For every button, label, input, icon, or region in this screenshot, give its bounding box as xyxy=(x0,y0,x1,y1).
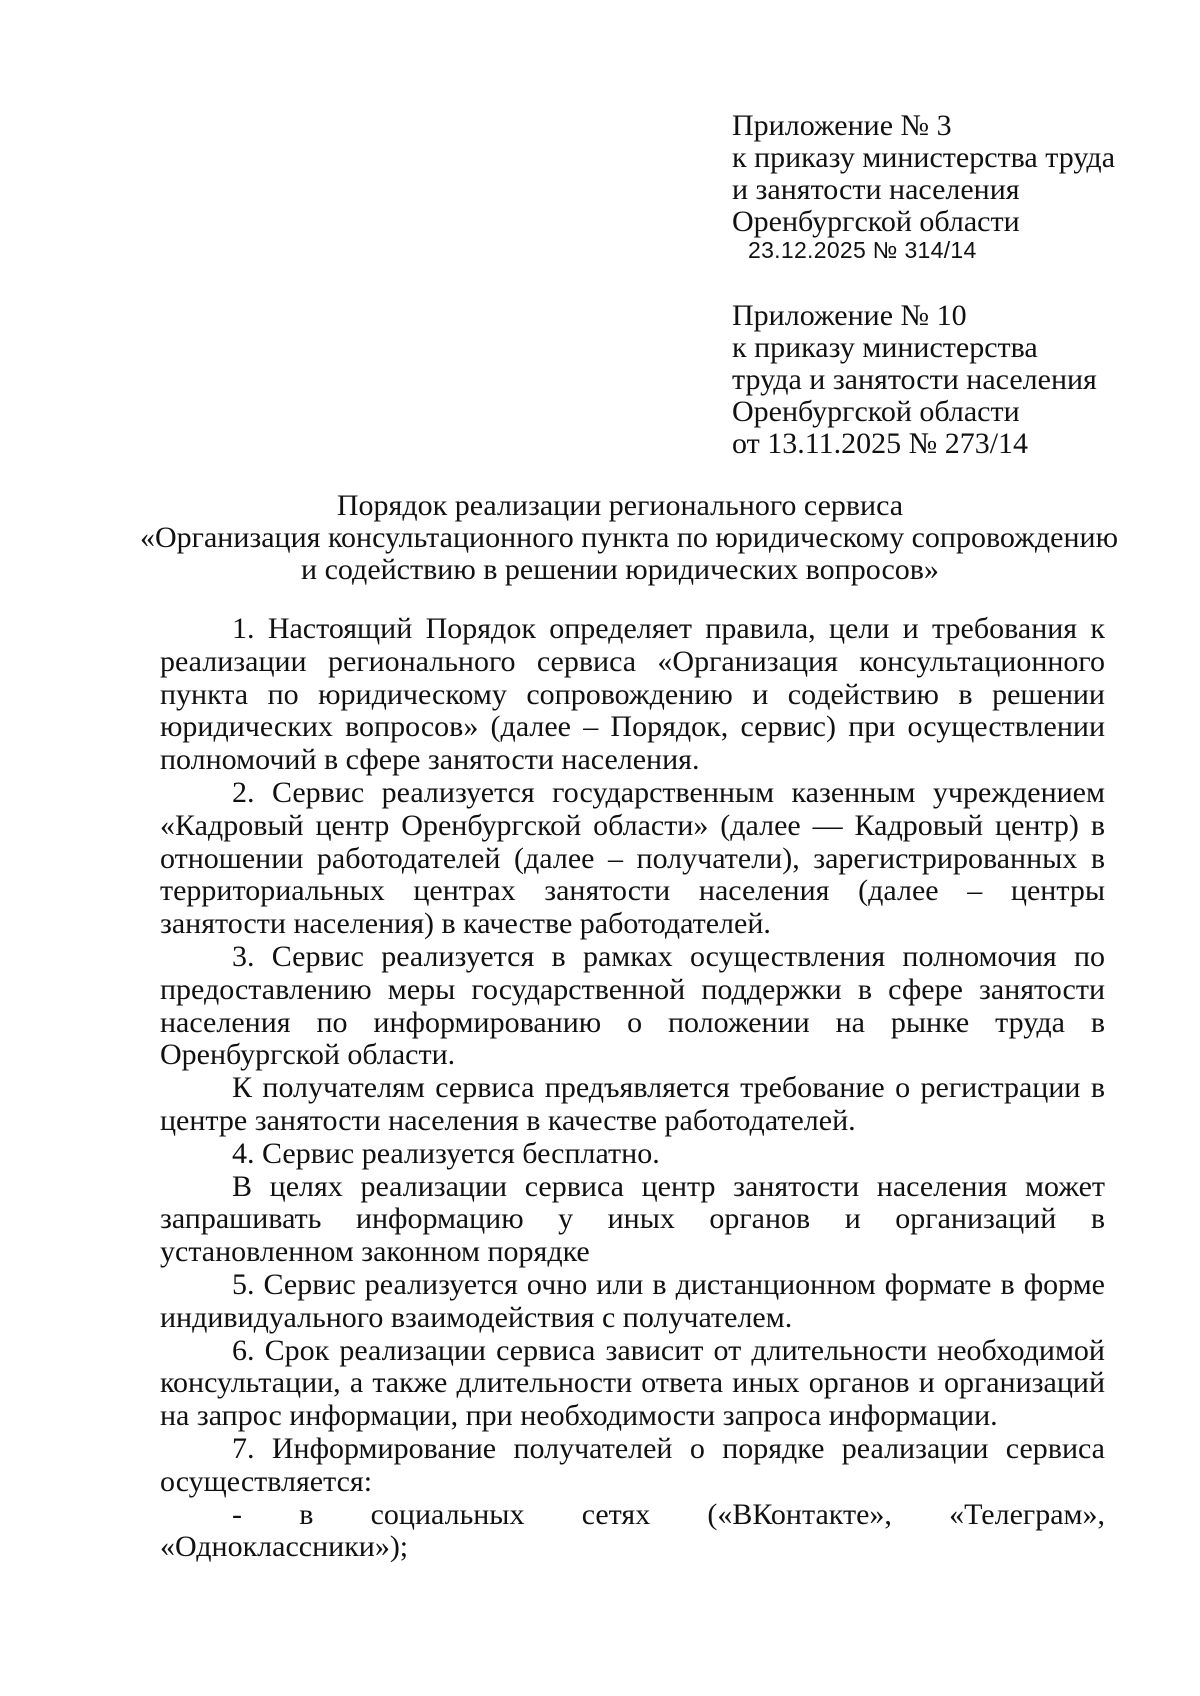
paragraph-2: 2. Сервис реализуется государственным казенным учреждением «Кадровый центр Оренбургской области» (далее — Кадровый центр) в отношении работодателей (далее – получатели), зарегистрированных в территориальных центрах занятости населения (далее – центры занятости населения) в качестве работодателей. xyxy=(160,775,1105,941)
paragraph-6: 6. Срок реализации сервиса зависит от длительности необходимой консультации, а также длительности ответа иных органов и организаций на запрос информации, при необходимости запроса информации. xyxy=(160,1333,1105,1433)
paragraph-4: 4. Сервис реализуется бесплатно. xyxy=(232,1136,660,1170)
paragraph-3-requirement: К получателям сервиса предъявляется требование о регистрации в центре занятости населения в качестве работодателей. xyxy=(160,1071,1105,1137)
paragraph-7-list-item: - в социальных сетях («ВКонтакте», «Телеграм», «Одноклассники»); xyxy=(160,1497,1105,1564)
annex-3-title: Приложение № 3 xyxy=(732,109,952,142)
title-line-1: Порядок реализации регионального сервиса xyxy=(336,489,904,522)
annex-10-date-number: от 13.11.2025 № 273/14 xyxy=(732,427,1029,460)
annex-3-ministry: и занятости населения xyxy=(732,173,1020,206)
document-title xyxy=(140,489,1119,586)
paragraph-1: 1. Настоящий Порядок определяет правила, цели и требования к реализации регионального сервиса «Организация консультационного пункта по юридическому сопровождению и содействию в решении юридических вопросов» (далее – Порядок, сервис) при осуществлении полномочий в сфере занятости населения. xyxy=(160,612,1105,777)
annex-3-region: Оренбургской области xyxy=(732,205,1020,238)
title-line-2: «Организация консультационного пункта по юридическому сопровождению xyxy=(140,521,1119,554)
annex-3-header xyxy=(732,110,1115,264)
annex-10-region: Оренбургской области xyxy=(732,395,1020,428)
annex-10-ministry: труда и занятости населения xyxy=(732,363,1097,396)
annex-3-registration-number: 23.12.2025 № 314/14 xyxy=(748,237,977,263)
paragraph-5: 5. Сервис реализуется очно или в дистанционном формате в форме индивидуального взаимодействия с получателем. xyxy=(160,1267,1105,1334)
document-body xyxy=(160,613,1105,1564)
annex-3-order-ref: к приказу министерства труда xyxy=(732,141,1116,174)
annex-10-title: Приложение № 10 xyxy=(732,299,967,332)
paragraph-7: 7. Информирование получателей о порядке реализации сервиса осуществляется: xyxy=(160,1431,1105,1498)
paragraph-3: 3. Сервис реализуется в рамках осуществления полномочия по предоставлению меры государственной поддержки в сфере занятости населения по информированию о положении на рынке труда в Оренбургской области. xyxy=(160,939,1105,1072)
paragraph-4-requests: В целях реализации сервиса центр занятости населения может запрашивать информацию у иных органов и организаций в установленном законном порядке xyxy=(160,1169,1105,1269)
title-line-3: и содействию в решении юридических вопросов» xyxy=(301,553,939,586)
annex-10-header xyxy=(732,300,1097,460)
annex-10-order-ref: к приказу министерства xyxy=(732,331,1038,364)
